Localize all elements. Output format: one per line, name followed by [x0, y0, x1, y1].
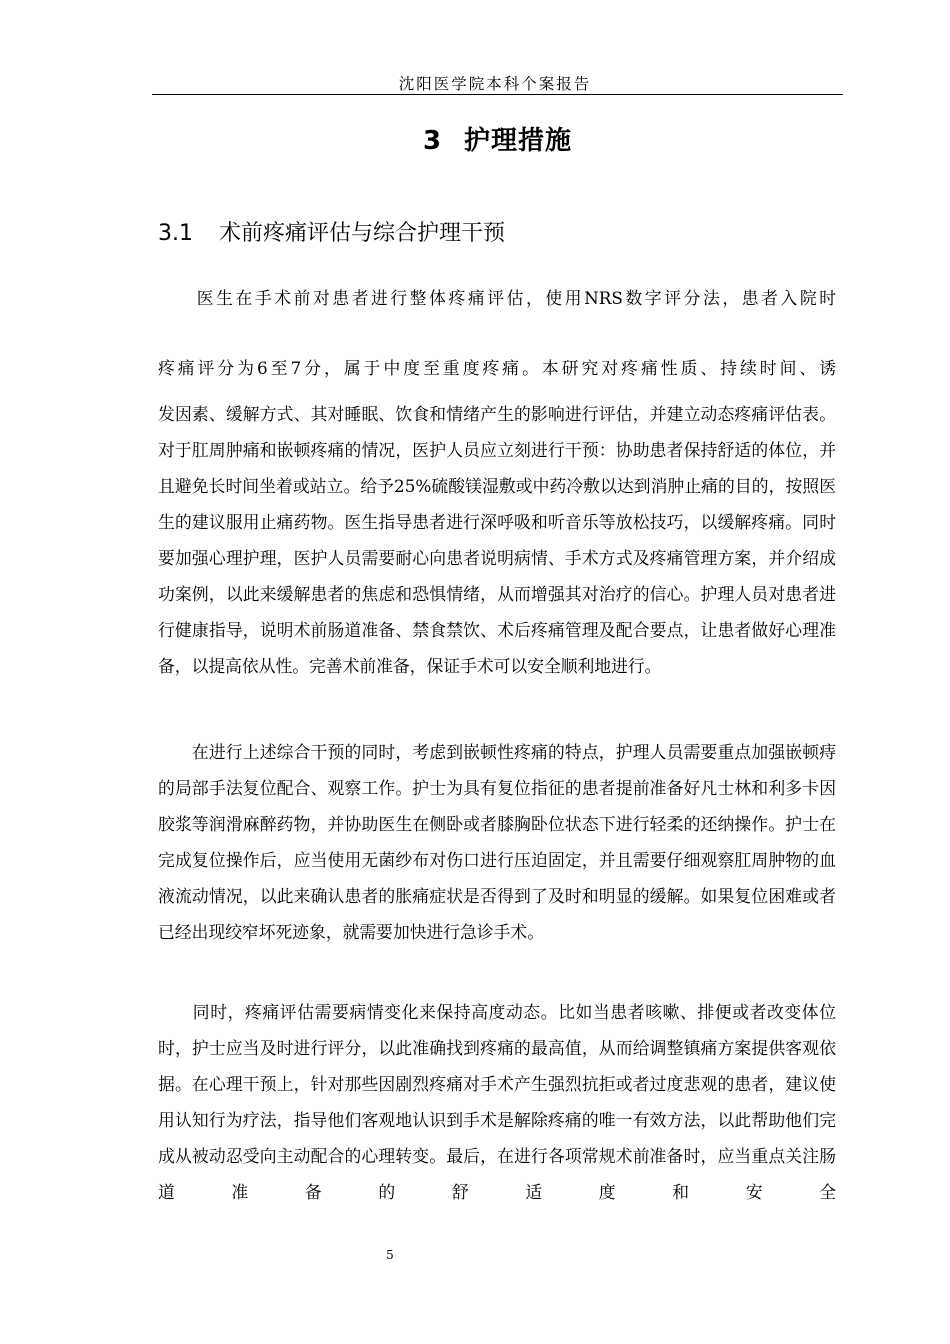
paragraph-1-line-1: 医生在手术前对患者进行整体疼痛评估，使用NRS数字评分法，患者入院时 — [158, 288, 836, 308]
paragraph-3: 同时，疼痛评估需要病情变化来保持高度动态。比如当患者咳嗽、排便或者改变体位时，护士应当及时进行评分，以此准确找到疼痛的最高值，从而给调整镇痛方案提供客观依据。在心理干预上，针对那些因剧烈疼痛对手术产生强烈抗拒或者过度悲观的患者，建议使用认知行为疗法，指导他们客观地认识到手术是解除疼痛的唯一有效方法，以此帮助他们完成从被动忍受向主动配合的心理转变。最后，在进行各项常规术前准备时，应当重点关注肠道准备的舒适度和安全 — [158, 1002, 836, 1202]
chapter-number: 3 — [422, 126, 443, 156]
header-divider — [152, 94, 843, 95]
paragraph-1-body: 发因素、缓解方式、其对睡眠、饮食和情绪产生的影响进行评估，并建立动态疼痛评估表。对于肛周肿痛和嵌顿疼痛的情况，医护人员应立刻进行干预：协助患者保持舒适的体位，并且避免长时间坐着或站立。给予25%硫酸镁湿敷或中药冷敷以达到消肿止痛的目的，按照医生的建议服用止痛药物。医生指导患者进行深呼吸和听音乐等放松技巧，以缓解疼痛。同时要加强心理护理，医护人员需要耐心向患者说明病情、手术方式及疼痛管理方案，并介绍成功案例，以此来缓解患者的焦虑和恐惧情绪，从而增强其对治疗的信心。护理人员对患者进行健康指导，说明术前肠道准备、禁食禁饮、术后疼痛管理及配合要点，让患者做好心理准备，以提高依从性。完善术前准备，保证手术可以安全顺利地进行。 — [158, 404, 836, 676]
section-number: 3.1 — [158, 221, 193, 246]
chapter-title-text: 护理措施 — [464, 126, 573, 156]
section-heading — [158, 216, 505, 247]
chapter-title — [0, 120, 950, 157]
section-title-text: 术前疼痛评估与综合护理干预 — [219, 221, 506, 246]
paragraph-1-line-2: 疼痛评分为6至7分，属于中度至重度疼痛。本研究对疼痛性质、持续时间、诱 — [158, 358, 836, 378]
paragraph-2: 在进行上述综合干预的同时，考虑到嵌顿性疼痛的特点，护理人员需要重点加强嵌顿痔的局部手法复位配合、观察工作。护士为具有复位指征的患者提前准备好凡士林和利多卡因胶浆等润滑麻醉药物，并协助医生在侧卧或者膝胸卧位状态下进行轻柔的还纳操作。护士在完成复位操作后，应当使用无菌纱布对伤口进行压迫固定，并且需要仔细观察肛周肿物的血液流动情况，以此来确认患者的胀痛症状是否得到了及时和明显的缓解。如果复位困难或者已经出现绞窄坏死迹象，就需要加快进行急诊手术。 — [158, 742, 836, 942]
header-title: 沈阳医学院本科个案报告 — [398, 75, 592, 93]
page-number: 5 — [386, 1248, 394, 1262]
